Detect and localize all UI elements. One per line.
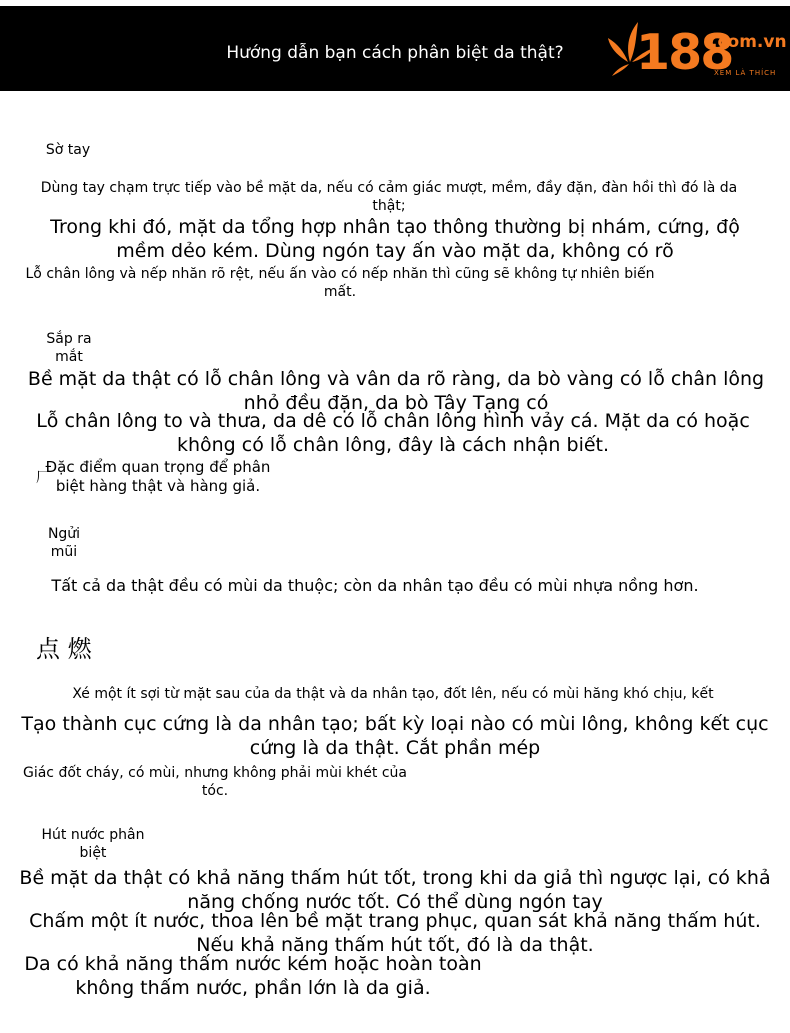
- section-text: Chấm một ít nước, thoa lên bề mặt trang phục, quan sát khả năng thấm hút. Nếu khả năng thấm hút tốt, đó là da thật.: [29, 910, 761, 956]
- section-text: Giác đốt cháy, có mùi, nhưng không phải mùi khét của tóc.: [22, 765, 407, 799]
- page-header: [0, 6, 790, 91]
- section-text: Lỗ chân lông và nếp nhăn rõ rệt, nếu ấn vào có nếp nhăn thì cũng sẽ không tự nhiên biến mất.: [25, 266, 655, 300]
- section-text: Đặc điểm quan trọng để phân biệt hàng thật và hàng giả.: [45, 458, 271, 495]
- section-text: Tất cả da thật đều có mùi da thuộc; còn da nhân tạo đều có mùi nhựa nồng hơn.: [51, 576, 699, 595]
- section-text: Tạo thành cục cứng là da nhân tạo; bất kỳ loại nào có mùi lông, không kết cục cứng là da thật. Cắt phần mép: [21, 713, 769, 759]
- section-text: Dùng tay chạm trực tiếp vào bề mặt da, nếu có cảm giác mượt, mềm, đầy đặn, đàn hồi thì đó là da thật;: [40, 180, 738, 214]
- section-text: Bề mặt da thật có khả năng thấm hút tốt, trong khi da giả thì ngược lại, có khả năng chống nước tốt. Có thể dùng ngón tay: [19, 867, 771, 913]
- section-heading-water: Hút nước phân biệt: [41, 827, 145, 861]
- section-text: Da có khả năng thấm nước kém hoặc hoàn toàn không thấm nước, phần lớn là da giả.: [24, 953, 482, 999]
- section-heading-look: Sắp ra mắt: [46, 331, 92, 365]
- section-text: Bề mặt da thật có lỗ chân lông và vân da rõ ràng, da bò vàng có lỗ chân lông nhỏ đều đặn, da bò Tây Tạng có: [27, 368, 765, 414]
- section-text: Lỗ chân lông to và thưa, da dê có lỗ chân lông hình vảy cá. Mặt da có hoặc không có lỗ chân lông, đây là cách nhận biết.: [36, 410, 750, 456]
- page-title: Hướng dẫn bạn cách phân biệt da thật?: [226, 43, 564, 63]
- logo-domain: .com.vn: [711, 32, 787, 52]
- logo-slogan: XEM LÀ THÍCH: [714, 69, 777, 77]
- site-logo[interactable]: [606, 18, 790, 92]
- section-text: Xé một ít sợi từ mặt sau của da thật và da nhân tạo, đốt lên, nếu có mùi hăng khó chịu, kết: [72, 686, 714, 702]
- section-heading-touch: Sờ tay: [45, 142, 91, 158]
- section-heading-smell: Ngửi mũi: [47, 526, 81, 560]
- section-heading-burn: 点 燃: [36, 635, 92, 663]
- section-text: Trong khi đó, mặt da tổng hợp nhân tạo thông thường bị nhám, cứng, độ mềm dẻo kém. Dùng ngón tay ấn vào mặt da, không có rõ: [50, 216, 740, 262]
- logo-number: 188: [636, 24, 733, 81]
- stray-mark: 厂: [36, 470, 50, 486]
